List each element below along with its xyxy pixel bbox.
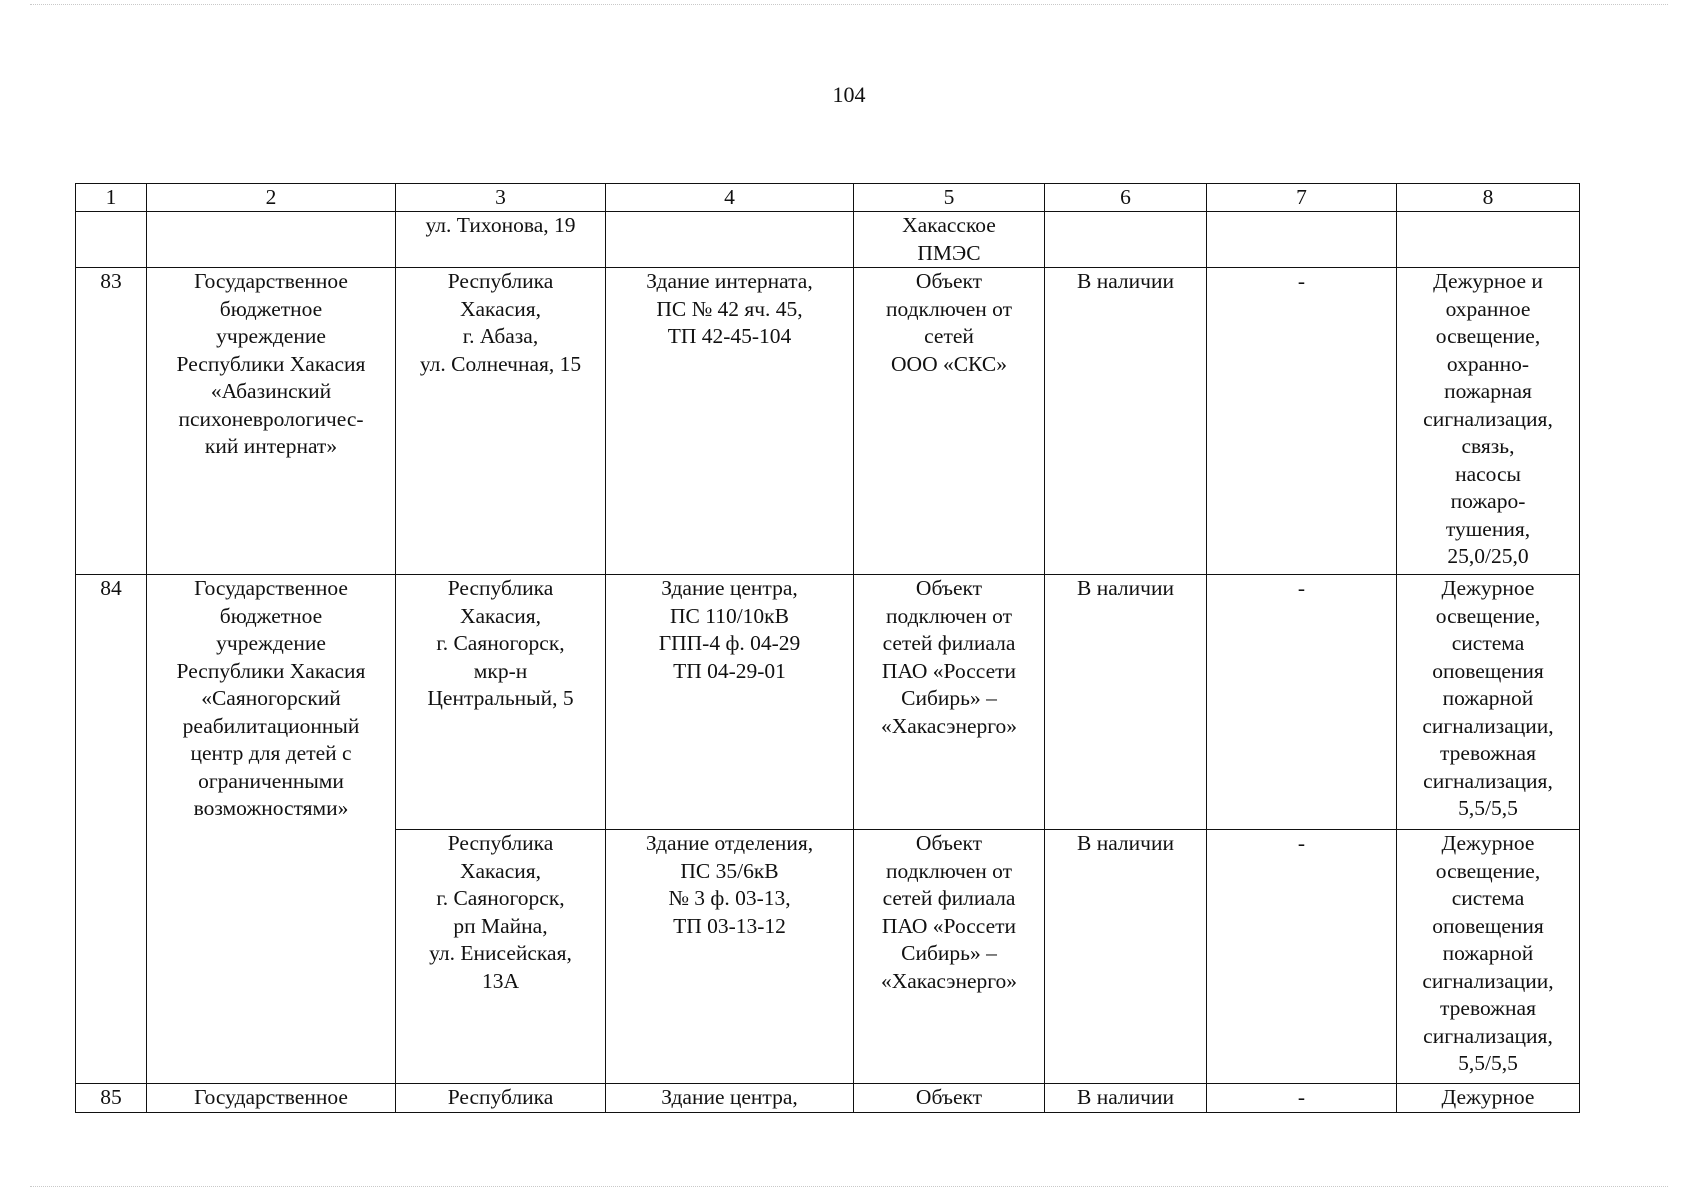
address-cell (396, 268, 606, 575)
cell-text-line: Хакасия, (459, 296, 542, 321)
col7-cell (1207, 1084, 1397, 1113)
supply-cell (854, 575, 1045, 830)
cell-text-line: Хакасия, (459, 858, 542, 883)
cell-text-line: Хакасия, (459, 603, 542, 628)
cell-text-line: пожаро- (1450, 489, 1526, 513)
cell-text-line: сетей филиала (882, 886, 1016, 910)
cell-text-line: Дежурное и (1433, 269, 1543, 293)
cell-text: 84 (100, 576, 122, 600)
col7-cell (1207, 212, 1397, 268)
cell-text-line: сигнализации, (1422, 713, 1554, 738)
cell-text: - (1297, 269, 1306, 293)
page-number: 104 (832, 82, 866, 107)
cell-text-line: пожарной (1442, 941, 1534, 965)
cell-text: В наличии (1076, 576, 1174, 600)
object-cell (606, 212, 854, 268)
col7-cell (1207, 830, 1397, 1084)
cell-text-line: Республика (447, 269, 554, 293)
cell-text-line: Государственное (194, 269, 348, 293)
cell-text-line: бюджетное (219, 296, 323, 321)
cell-text-line: насосы (1455, 461, 1521, 486)
cell-text: 83 (100, 269, 122, 293)
object-cell (606, 1084, 854, 1113)
cell-text-line: Центральный, 5 (427, 686, 574, 710)
address-cell (396, 212, 606, 268)
cell-text-line: пожарной (1442, 686, 1534, 710)
cell-text-line: система (1451, 631, 1525, 655)
availability-cell (1045, 830, 1207, 1084)
availability-cell (1045, 212, 1207, 268)
cell-text-line: Республика (447, 1085, 554, 1109)
availability-cell (1045, 268, 1207, 575)
supply-cell (854, 212, 1045, 268)
cell-text-line: «Саяногорский (201, 686, 341, 710)
cell-text-line: Сибирь» – (901, 686, 997, 710)
cell-text-line: тревожная (1440, 996, 1536, 1020)
cell-text-line: психоневрологичес- (178, 406, 364, 431)
cell-text-line: Здание отделения, (645, 831, 814, 855)
cell-text-line: реабилитационный (182, 713, 360, 738)
cell-text-line: ПМЭС (917, 240, 981, 265)
cell-text-line: № 3 ф. 03-13, (668, 886, 791, 910)
cell-text-line: подключен от (885, 603, 1013, 628)
cell-text-line: тревожная (1440, 741, 1536, 765)
supply-cell (854, 1084, 1045, 1113)
column-header: 8 (1397, 184, 1580, 212)
cell-text-line: г. Саяногорск, (436, 886, 565, 910)
address-cell (396, 830, 606, 1084)
table-row (76, 212, 1580, 268)
scan-edge-top (30, 4, 1668, 5)
scan-edge-bottom (30, 1186, 1668, 1187)
cell-text-line: сигнализация, (1423, 406, 1553, 431)
cell-text-line: Дежурное (1441, 831, 1535, 855)
cell-text-line: Объект (915, 269, 983, 293)
cell-text-line: сигнализация, (1423, 768, 1553, 793)
cell-text-line: ПАО «Россети (881, 658, 1017, 683)
cell-text-line: Здание центра, (661, 1085, 798, 1109)
cell-text-line: «Хакасэнерго» (880, 713, 1018, 738)
cell-text: 85 (100, 1085, 122, 1109)
column-header: 1 (76, 184, 147, 212)
cell-text-line: г. Абаза, (462, 324, 539, 348)
cell-text-line: Объект (915, 576, 983, 600)
cell-text: - (1297, 1085, 1306, 1109)
col7-cell (1207, 268, 1397, 575)
cell-text-line: освещение, (1435, 603, 1541, 628)
cell-text-line: ул. Енисейская, (429, 941, 572, 965)
cell-text-line: ПС 35/6кВ (680, 858, 779, 883)
cell-text-line: возможностями» (193, 796, 349, 820)
availability-cell (1045, 1084, 1207, 1113)
cell-text-line: 5,5/5,5 (1458, 796, 1518, 820)
institution-cell (147, 575, 396, 1084)
cell-text-line: ООО «СКС» (891, 351, 1007, 376)
cell-text-line: Государственное (194, 1085, 348, 1109)
column-header: 7 (1207, 184, 1397, 212)
object-cell (606, 575, 854, 830)
cell-text-line: рп Майна, (453, 913, 548, 938)
column-header: 4 (606, 184, 854, 212)
cell-text-line: Объект (915, 831, 983, 855)
cell-text-line: Республика (447, 831, 554, 855)
institution-cell (147, 1084, 396, 1113)
cell-text: - (1297, 831, 1306, 855)
cell-text-line: подключен от (885, 858, 1013, 883)
address-cell (396, 1084, 606, 1113)
table-row (76, 575, 1580, 830)
cell-text-line: тушения, (1445, 516, 1531, 541)
address-cell (396, 575, 606, 830)
row-number-cell (76, 575, 147, 1084)
cell-text-line: сетей (924, 324, 974, 348)
cell-text-line: сигнализации, (1422, 968, 1554, 993)
cell-text-line: «Хакасэнерго» (880, 968, 1018, 993)
column-header: 2 (147, 184, 396, 212)
column-number-row (76, 184, 1580, 212)
cell-text-line: Объект (915, 1085, 983, 1109)
cell-text-line: центр для детей с (190, 741, 352, 765)
cell-text-line: оповещения (1432, 913, 1544, 938)
cell-text-line: ТП 42-45-104 (667, 324, 792, 348)
cell-text-line: Государственное (194, 576, 348, 600)
cell-text-line: мкр-н (473, 658, 528, 683)
cell-text: В наличии (1076, 831, 1174, 855)
col7-cell (1207, 575, 1397, 830)
cell-text-line: ПС № 42 яч. 45, (656, 296, 803, 321)
cell-text-line: охранно- (1446, 351, 1530, 376)
cell-text-line: система (1451, 886, 1525, 910)
cell-text: В наличии (1076, 1085, 1174, 1109)
equipment-cell (1397, 575, 1580, 830)
cell-text-line: освещение, (1435, 858, 1541, 883)
table-row (76, 1084, 1580, 1113)
cell-text-line: учреждение (216, 324, 326, 348)
column-header: 6 (1045, 184, 1207, 212)
cell-text-line: кий интернат» (204, 434, 338, 458)
object-cell (606, 268, 854, 575)
cell-text-line: Сибирь» – (901, 941, 997, 965)
institution-cell (147, 268, 396, 575)
availability-cell (1045, 575, 1207, 830)
table-row (76, 268, 1580, 575)
cell-text-line: ПАО «Россети (881, 913, 1017, 938)
cell-text-line: охранное (1445, 296, 1531, 321)
institution-cell (147, 212, 396, 268)
cell-text-line: «Абазинский (210, 379, 332, 403)
cell-text-line: оповещения (1432, 658, 1544, 683)
equipment-cell (1397, 830, 1580, 1084)
column-header: 3 (396, 184, 606, 212)
equipment-cell (1397, 268, 1580, 575)
cell-text-line: ТП 03-13-12 (673, 913, 786, 938)
row-number-cell (76, 268, 147, 575)
cell-text-line: Республики Хакасия (176, 351, 366, 376)
cell-text-line: Дежурное (1441, 1085, 1535, 1109)
cell-text-line: 25,0/25,0 (1447, 544, 1529, 568)
cell-text-line: 13А (481, 968, 520, 993)
cell-text-line: ГПП-4 ф. 04-29 (658, 631, 801, 655)
cell-text-line: Республики Хакасия (176, 658, 366, 683)
cell-text-line: Здание интерната, (646, 269, 813, 293)
cell-text-line: ул. Солнечная, 15 (419, 351, 582, 376)
cell-text-line: Здание центра, (661, 576, 798, 600)
supply-cell (854, 268, 1045, 575)
cell-text-line: учреждение (216, 631, 326, 655)
cell-text-line: Республика (447, 576, 554, 600)
cell-text-line: сетей филиала (882, 631, 1016, 655)
cell-text-line: Дежурное (1441, 576, 1535, 600)
cell-text-line: связь, (1461, 434, 1515, 458)
row-number-cell (76, 1084, 147, 1113)
cell-text-line: ПС 110/10кВ (670, 603, 789, 628)
cell-text-line: Хакасское (902, 213, 996, 237)
cell-text-line: сигнализация, (1423, 1023, 1553, 1048)
column-header: 5 (854, 184, 1045, 212)
cell-text-line: 5,5/5,5 (1458, 1051, 1518, 1075)
equipment-cell (1397, 1084, 1580, 1113)
cell-text-line: бюджетное (219, 603, 323, 628)
cell-text-line: пожарная (1444, 379, 1532, 403)
cell-text-line: ограниченными (198, 768, 344, 793)
object-cell (606, 830, 854, 1084)
cell-text-line: ул. Тихонова, 19 (425, 213, 576, 237)
cell-text-line: подключен от (885, 296, 1013, 321)
supply-cell (854, 830, 1045, 1084)
equipment-cell (1397, 212, 1580, 268)
cell-text-line: ТП 04-29-01 (673, 658, 786, 683)
cell-text: В наличии (1076, 269, 1174, 293)
cell-text: - (1297, 576, 1306, 600)
row-number-cell (76, 212, 147, 268)
cell-text-line: г. Саяногорск, (436, 631, 565, 655)
facilities-table (75, 183, 1580, 1113)
cell-text-line: освещение, (1435, 324, 1541, 348)
